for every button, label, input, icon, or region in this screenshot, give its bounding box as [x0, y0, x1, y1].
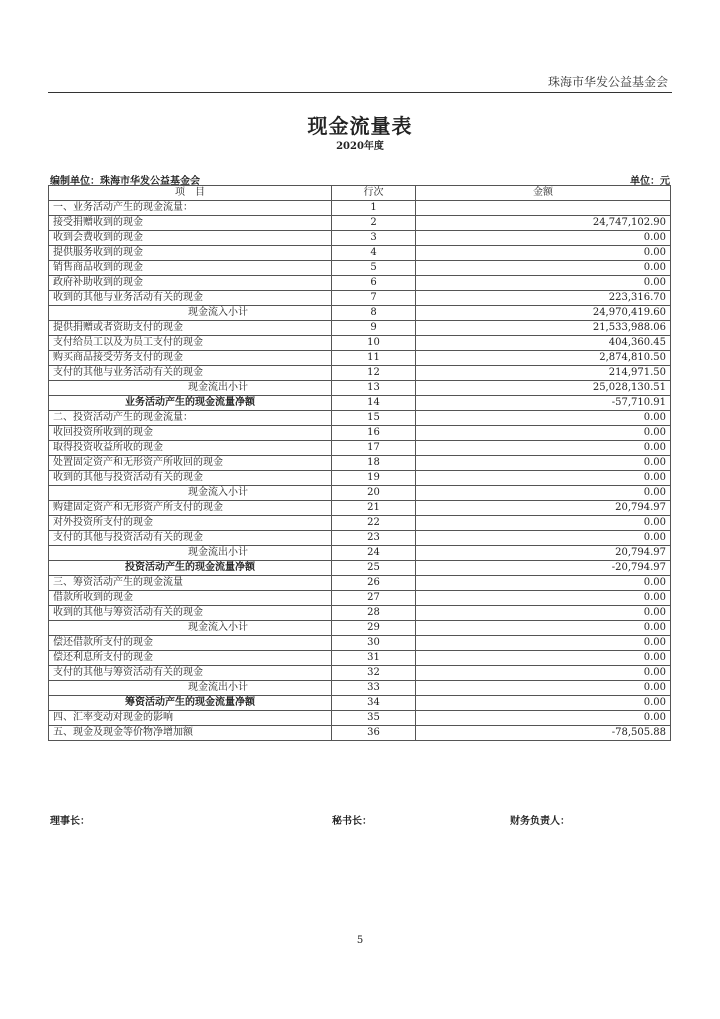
row-item-label: 偿还利息所支付的现金: [49, 651, 332, 666]
row-line-number: 3: [332, 231, 416, 246]
table-row: [49, 591, 671, 606]
row-item-label: 三、筹资活动产生的现金流量: [49, 576, 332, 591]
table-row: [49, 726, 671, 741]
table-row: [49, 336, 671, 351]
row-amount: 20,794.97: [416, 501, 671, 516]
row-line-number: 36: [332, 726, 416, 741]
row-item-label: 接受捐赠收到的现金: [49, 216, 332, 231]
secretary-signature-label: 秘书长：: [332, 816, 372, 827]
row-line-number: 1: [332, 201, 416, 216]
table-row: [49, 201, 671, 216]
currency-unit: 单位：元: [630, 176, 670, 187]
row-amount: -20,794.97: [416, 561, 671, 576]
row-item-label: 购建固定资产和无形资产所支付的现金: [49, 501, 332, 516]
row-item-label: 收到的其他与业务活动有关的现金: [49, 291, 332, 306]
table-row: [49, 516, 671, 531]
row-amount: 0.00: [416, 246, 671, 261]
row-amount: 0.00: [416, 711, 671, 726]
row-item-label: 提供服务收到的现金: [49, 246, 332, 261]
row-line-number: 7: [332, 291, 416, 306]
row-line-number: 17: [332, 441, 416, 456]
row-line-number: 22: [332, 516, 416, 531]
row-line-number: 30: [332, 636, 416, 651]
row-amount: 0.00: [416, 636, 671, 651]
row-amount: 0.00: [416, 411, 671, 426]
row-amount: 0.00: [416, 606, 671, 621]
row-line-number: 20: [332, 486, 416, 501]
table-row: [49, 531, 671, 546]
row-amount: 0.00: [416, 486, 671, 501]
row-amount: 0.00: [416, 471, 671, 486]
row-amount: 20,794.97: [416, 546, 671, 561]
header-rule: [48, 92, 672, 93]
row-line-number: 29: [332, 621, 416, 636]
row-amount: 0.00: [416, 696, 671, 711]
row-amount: 0.00: [416, 531, 671, 546]
row-amount: 0.00: [416, 681, 671, 696]
page-number: 5: [356, 935, 364, 946]
row-line-number: 18: [332, 456, 416, 471]
row-item-label: 收到会费收到的现金: [49, 231, 332, 246]
table-row: [49, 306, 671, 321]
row-item-label: 购买商品接受劳务支付的现金: [49, 351, 332, 366]
row-line-number: 24: [332, 546, 416, 561]
row-amount: 2,874,810.50: [416, 351, 671, 366]
table-row: [49, 441, 671, 456]
org-header: 珠海市华发公益基金会: [547, 75, 668, 89]
row-item-label: 支付的其他与投资活动有关的现金: [49, 531, 332, 546]
finance-signature-label: 财务负责人：: [510, 816, 570, 827]
row-item-label: 收回投资所收到的现金: [49, 426, 332, 441]
table-row: [49, 381, 671, 396]
row-item-label: 四、汇率变动对现金的影响: [49, 711, 332, 726]
table-row: [49, 501, 671, 516]
row-item-label: 投资活动产生的现金流量净额: [49, 561, 332, 576]
row-item-label: 二、投资活动产生的现金流量：: [49, 411, 332, 426]
row-line-number: 4: [332, 246, 416, 261]
row-item-label: 现金流入小计: [49, 621, 332, 636]
row-line-number: 19: [332, 471, 416, 486]
row-amount: 214,971.50: [416, 366, 671, 381]
row-item-label: 现金流入小计: [49, 306, 332, 321]
row-item-label: 提供捐赠或者资助支付的现金: [49, 321, 332, 336]
row-amount: 0.00: [416, 576, 671, 591]
row-line-number: 12: [332, 366, 416, 381]
row-amount: 0.00: [416, 591, 671, 606]
row-line-number: 11: [332, 351, 416, 366]
row-amount: -78,505.88: [416, 726, 671, 741]
row-line-number: 5: [332, 261, 416, 276]
row-amount: 24,970,419.60: [416, 306, 671, 321]
table-row: [49, 486, 671, 501]
row-line-number: 13: [332, 381, 416, 396]
table-row: [49, 321, 671, 336]
table-row: [49, 396, 671, 411]
table-row: [49, 411, 671, 426]
row-line-number: 21: [332, 501, 416, 516]
row-item-label: 对外投资所支付的现金: [49, 516, 332, 531]
row-amount: 404,360.45: [416, 336, 671, 351]
table-row: [49, 546, 671, 561]
row-item-label: 收到的其他与筹资活动有关的现金: [49, 606, 332, 621]
table-row: [49, 711, 671, 726]
table-row: [49, 696, 671, 711]
row-item-label: 处置固定资产和无形资产所收回的现金: [49, 456, 332, 471]
row-item-label: 政府补助收到的现金: [49, 276, 332, 291]
table-row: [49, 366, 671, 381]
table-row: [49, 246, 671, 261]
row-line-number: 25: [332, 561, 416, 576]
row-item-label: 支付的其他与筹资活动有关的现金: [49, 666, 332, 681]
row-line-number: 35: [332, 711, 416, 726]
row-item-label: 筹资活动产生的现金流量净额: [49, 696, 332, 711]
row-amount: 0.00: [416, 651, 671, 666]
row-amount: 0.00: [416, 456, 671, 471]
table-row: [49, 261, 671, 276]
row-amount: 0.00: [416, 426, 671, 441]
cash-flow-table: [48, 185, 671, 741]
table-row: [49, 666, 671, 681]
row-item-label: 取得投资收益所收的现金: [49, 441, 332, 456]
table-row: [49, 681, 671, 696]
table-row: [49, 231, 671, 246]
row-amount: 0.00: [416, 666, 671, 681]
row-amount: 0.00: [416, 516, 671, 531]
table-row: [49, 606, 671, 621]
table-row: [49, 276, 671, 291]
row-line-number: 34: [332, 696, 416, 711]
row-amount: 24,747,102.90: [416, 216, 671, 231]
row-item-label: 现金流出小计: [49, 681, 332, 696]
row-line-number: 10: [332, 336, 416, 351]
table-body: [49, 201, 671, 741]
document-title: 现金流量表: [307, 114, 413, 138]
row-amount: [416, 201, 671, 216]
row-line-number: 33: [332, 681, 416, 696]
table-row: [49, 651, 671, 666]
table-header-row: [49, 186, 671, 201]
row-amount: 0.00: [416, 621, 671, 636]
table-row: [49, 426, 671, 441]
table-row: [49, 471, 671, 486]
row-line-number: 8: [332, 306, 416, 321]
row-item-label: 支付给员工以及为员工支付的现金: [49, 336, 332, 351]
row-line-number: 26: [332, 576, 416, 591]
row-line-number: 31: [332, 651, 416, 666]
table-row: [49, 621, 671, 636]
row-line-number: 9: [332, 321, 416, 336]
document-year: 2020年度: [336, 141, 384, 152]
row-item-label: 借款所收到的现金: [49, 591, 332, 606]
row-line-number: 6: [332, 276, 416, 291]
row-amount: 0.00: [416, 441, 671, 456]
row-amount: -57,710.91: [416, 396, 671, 411]
row-amount: 25,028,130.51: [416, 381, 671, 396]
table-row: [49, 351, 671, 366]
row-item-label: 现金流入小计: [49, 486, 332, 501]
row-line-number: 28: [332, 606, 416, 621]
row-amount: 0.00: [416, 261, 671, 276]
row-item-label: 销售商品收到的现金: [49, 261, 332, 276]
table-row: [49, 576, 671, 591]
row-item-label: 现金流出小计: [49, 381, 332, 396]
column-header-amount: 金额: [416, 186, 671, 201]
row-amount: 223,316.70: [416, 291, 671, 306]
table-row: [49, 456, 671, 471]
row-line-number: 15: [332, 411, 416, 426]
row-line-number: 27: [332, 591, 416, 606]
row-line-number: 2: [332, 216, 416, 231]
column-header-item: 项 目: [49, 186, 332, 201]
row-item-label: 支付的其他与业务活动有关的现金: [49, 366, 332, 381]
row-item-label: 业务活动产生的现金流量净额: [49, 396, 332, 411]
row-item-label: 偿还借款所支付的现金: [49, 636, 332, 651]
row-amount: 21,533,988.06: [416, 321, 671, 336]
row-amount: 0.00: [416, 276, 671, 291]
row-line-number: 32: [332, 666, 416, 681]
row-line-number: 23: [332, 531, 416, 546]
row-item-label: 五、现金及现金等价物净增加额: [49, 726, 332, 741]
table-row: [49, 291, 671, 306]
row-item-label: 现金流出小计: [49, 546, 332, 561]
row-amount: 0.00: [416, 231, 671, 246]
row-line-number: 16: [332, 426, 416, 441]
row-item-label: 一、业务活动产生的现金流量：: [49, 201, 332, 216]
table-row: [49, 216, 671, 231]
row-line-number: 14: [332, 396, 416, 411]
column-header-line: 行次: [332, 186, 416, 201]
row-item-label: 收到的其他与投资活动有关的现金: [49, 471, 332, 486]
table-row: [49, 561, 671, 576]
prepared-by: 编制单位：珠海市华发公益基金会: [50, 176, 200, 187]
chairman-signature-label: 理事长：: [50, 816, 90, 827]
table-row: [49, 636, 671, 651]
